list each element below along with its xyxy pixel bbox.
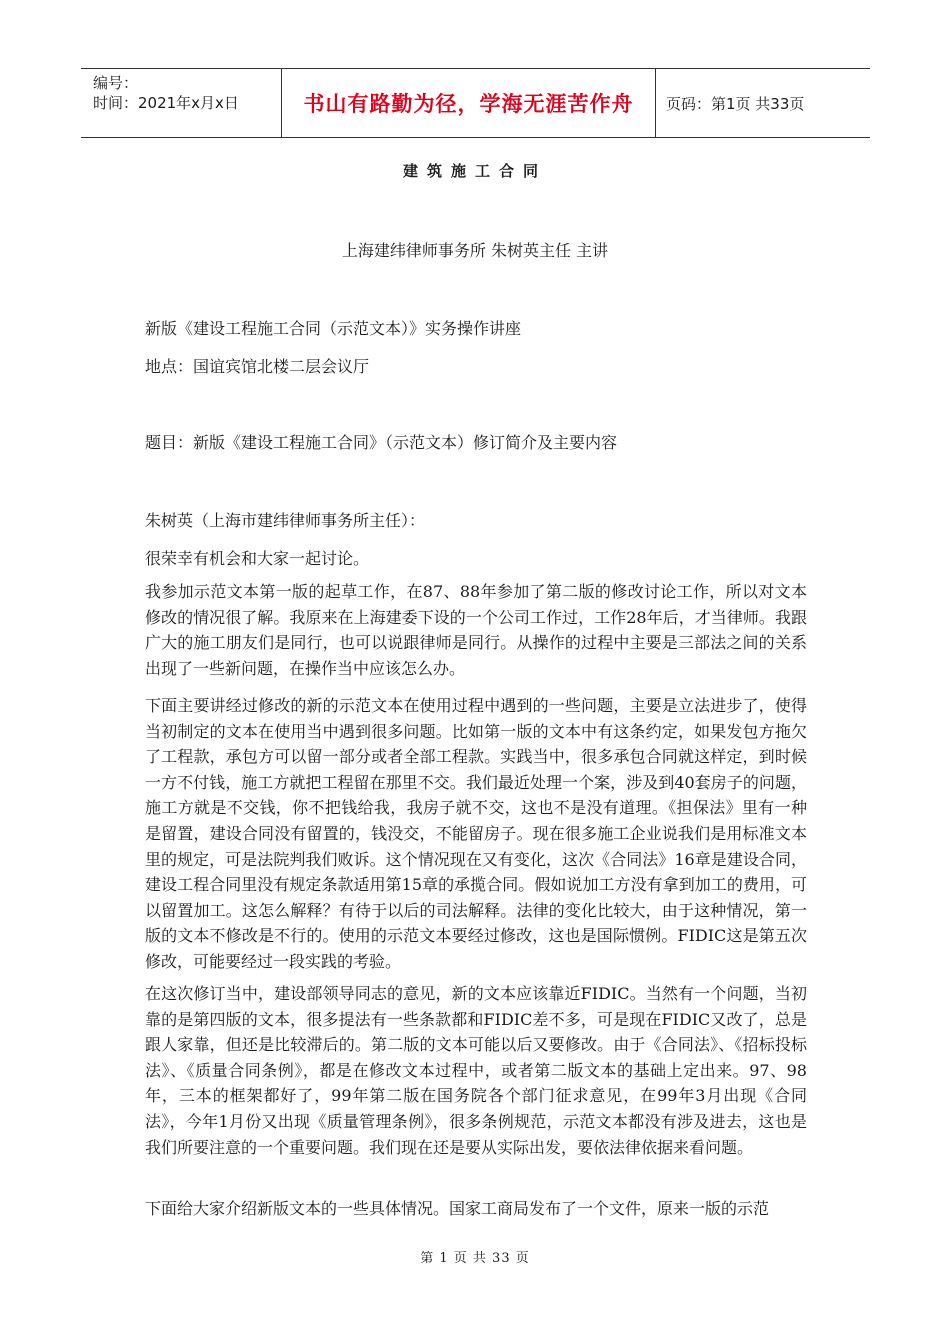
speaker-intro: 朱树英（上海市建纬律师事务所主任）： (145, 511, 426, 530)
header-table (81, 68, 870, 138)
topic-line: 题目：新版《建设工程施工合同》（示范文本）修订简介及主要内容 (145, 433, 618, 452)
number-label: 编号： (93, 74, 139, 92)
location-line: 地点：国谊宾馆北楼二层会议厅 (145, 357, 370, 376)
greeting: 很荣幸有机会和大家一起讨论。 (145, 549, 370, 568)
page-footer: 第 1 页 共 33 页 (420, 1251, 530, 1266)
speaker-line: 上海建纬律师事务所 朱树英主任 主讲 (341, 241, 609, 260)
page-info: 页码：第1页 共33页 (666, 94, 805, 113)
header-left-cell (81, 69, 281, 137)
lecture-title: 新版《建设工程施工合同（示范文本）》实务操作讲座 (145, 319, 522, 338)
paragraph-4: 下面给大家介绍新版文本的一些具体情况。国家工商局发布了一个文件，原来一版的示范 (145, 1199, 770, 1218)
document-title: 建筑施工合同 (402, 162, 547, 180)
paragraph-3: 在这次修订当中，建设部领导同志的意见，新的文本应该靠近FIDIC。当然有一个问题，当初靠的是第四版的文本，很多提法有一些条款都和FIDIC差不多，可是现在FIDIC又改了，总是跟人家靠，但还是比较滞后的。第二版的文本可能以后又要修改。由于《合同法》、《招标投标法》、《质量合同条例》，都是在修改文本过程中，或者第二版文本的基础上定出来。97、98年，三本的框架都好了，99年第二版在国务院各个部门征求意见，在99年3月出现《合同法》，今年1月份又出现《质量管理条例》，很多条例规范，示范文本都没有涉及进去，这也是我们所要注意的一个重要问题。我们现在还是要从实际出发，要依法律依据来看问题。 (145, 984, 807, 1157)
time-label: 时间：2021年x月x日 (93, 94, 239, 112)
motto: 书山有路勤为径，学海无涯苦作舟 (281, 69, 656, 137)
paragraph-2: 下面主要讲经过修改的新的示范文本在使用过程中遇到的一些问题，主要是立法进步了，使得当初制定的文本在使用当中遇到很多问题。比如第一版的文本中有这条约定，如果发包方拖欠了工程款，承包方可以留一部分或者全部工程款。实践当中，很多承包合同就这样定，到时候一方不付钱，施工方就把工程留在那里不交。我们最近处理一个案，涉及到40套房子的问题，施工方就是不交钱，你不把钱给我，我房子就不交，这也不是没有道理。《担保法》里有一种是留置，建设合同没有留置的，钱没交，不能留房子。现在很多施工企业说我们是用标准文本里的规定，可是法院判我们败诉。这个情况现在又有变化，这次《合同法》16章是建设合同，建设工程合同里没有规定条款适用第15章的承揽合同。假如说加工方没有拿到加工的费用，可以留置加工。这怎么解释？有待于以后的司法解释。法律的变化比较大，由于这种情况，第一版的文本不修改是不行的。使用的示范文本要经过修改，这也是国际惯例。FIDIC这是第五次修改，可能要经过一段实践的考验。 (145, 696, 807, 971)
paragraph-1: 我参加示范文本第一版的起草工作，在87、88年参加了第二版的修改讨论工作，所以对文本修改的情况很了解。我原来在上海建委下设的一个公司工作过，工作28年后，才当律师。我跟广大的施工朋友们是同行，也可以说跟律师是同行。从操作的过程中主要是三部法之间的关系出现了一些新问题，在操作当中应该怎么办。 (145, 582, 807, 678)
